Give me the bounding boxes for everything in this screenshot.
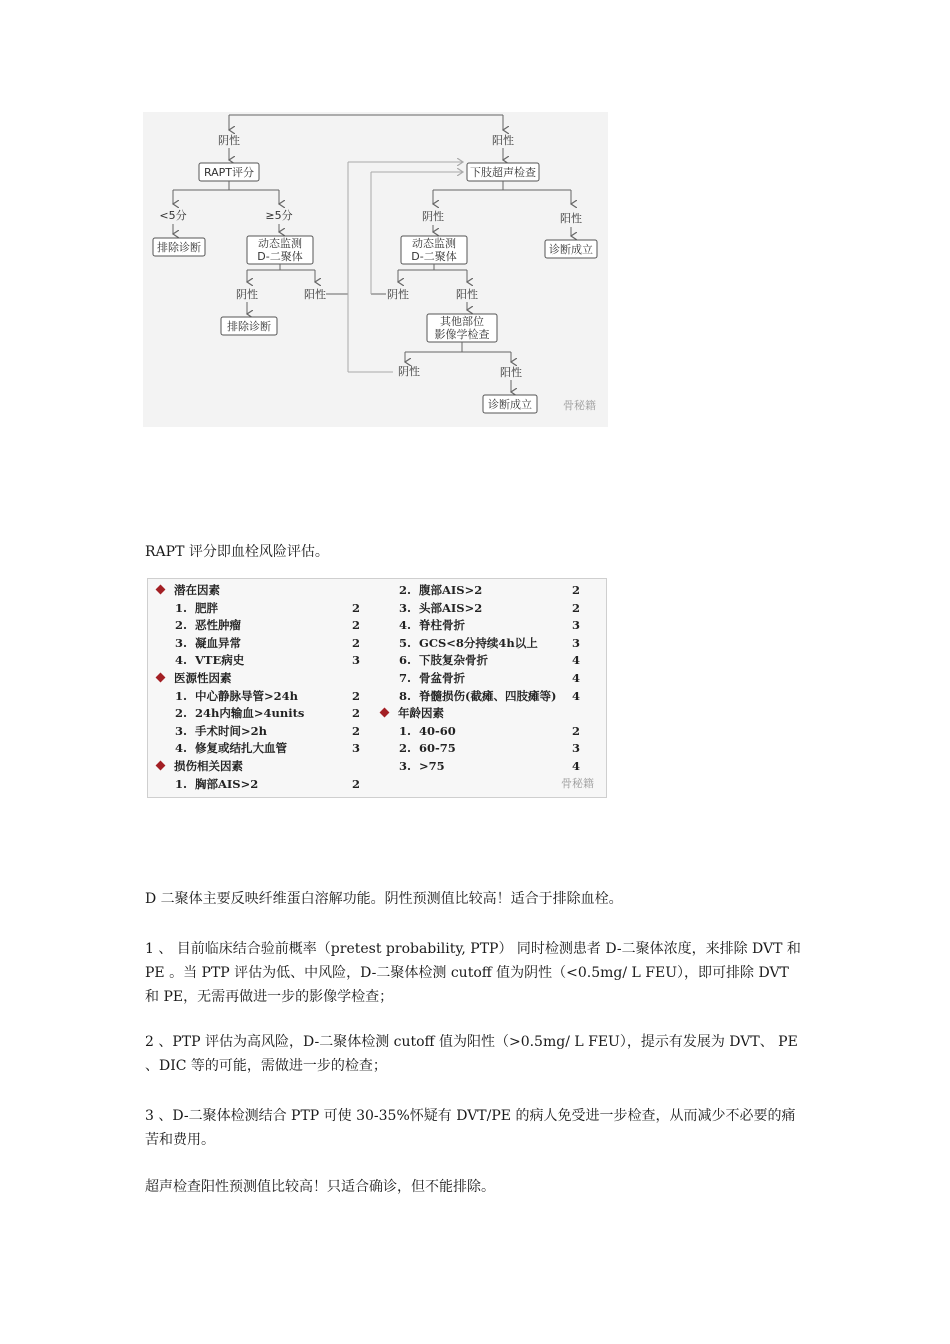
item-number: 8. (399, 688, 412, 703)
lt5-label: <5分 (159, 209, 187, 222)
item-score: 4 (572, 670, 581, 685)
us-pos-label: 阳性 (560, 212, 582, 225)
table-category-row (376, 705, 604, 723)
item-number: 3. (175, 635, 188, 650)
ultrasound-label: 下肢超声检查 (470, 166, 536, 179)
d-neg2-label: 阴性 (387, 288, 409, 301)
item-label: 60-75 (419, 741, 456, 756)
category-label: 年龄因素 (398, 706, 444, 721)
item-number: 6. (399, 653, 412, 668)
paragraph-ultrasound: 超声检查阳性预测值比较高！只适合确诊，但不能排除。 (145, 1179, 495, 1195)
item-label: 下肢复杂骨折 (419, 653, 488, 668)
table-row (152, 776, 367, 794)
table-row (376, 670, 604, 688)
item-number: 1. (399, 723, 412, 738)
item-score: 2 (572, 723, 581, 738)
item-label: 手术时间>2h (195, 723, 267, 738)
item-label: 头部AIS>2 (419, 600, 483, 615)
rapt-label: RAPT评分 (203, 166, 255, 179)
table-row (152, 652, 367, 670)
item-score: 3 (352, 741, 361, 756)
item-number: 1. (175, 688, 188, 703)
item-score: 2 (352, 776, 361, 791)
table-category-row (152, 670, 367, 688)
table-row (376, 617, 604, 635)
item-label: 修复或结扎大血管 (195, 741, 287, 756)
img-pos-label: 阳性 (500, 366, 522, 379)
item-label: GCS<8分持续4h以上 (419, 635, 538, 650)
item-score: 3 (572, 635, 581, 650)
item-number: 2. (175, 618, 188, 633)
table-row (152, 600, 367, 618)
table-row (376, 652, 604, 670)
table-row (376, 600, 604, 618)
category-label: 潜在因素 (174, 583, 220, 597)
d-neg1-label: 阴性 (236, 288, 258, 301)
pos-top-label: 阳性 (492, 134, 514, 147)
other-line1: 其他部位 (440, 315, 484, 328)
diag2-label: 诊断成立 (488, 398, 532, 411)
item-label: 胸部AIS>2 (195, 776, 259, 791)
item-score: 4 (572, 688, 581, 703)
item-score: 2 (352, 723, 361, 738)
flowchart-image (143, 112, 608, 427)
item-score: 4 (572, 758, 581, 773)
item-label: 腹部AIS>2 (419, 583, 483, 597)
d-pos1-label: 阳性 (304, 288, 326, 301)
table-category-row (152, 758, 367, 776)
item-label: 中心静脉导管>24h (195, 688, 298, 703)
table-category-row (152, 582, 367, 600)
item-number: 2. (399, 583, 412, 597)
item-score: 2 (352, 600, 361, 615)
item-score: 2 (352, 706, 361, 721)
item-score: 3 (352, 653, 361, 668)
exclude1-label: 排除诊断 (157, 241, 201, 254)
item-label: 24h内输血>4units (195, 706, 305, 721)
item-label: >75 (419, 758, 445, 773)
category-label: 医源性因素 (174, 670, 232, 685)
table-row (152, 688, 367, 706)
exclude2-label: 排除诊断 (227, 320, 271, 333)
item-score: 2 (572, 583, 581, 597)
flowchart-diagram (143, 112, 608, 427)
paragraph-point-3: 3 、D-二聚体检测结合 PTP 可使 30-35%怀疑有 DVT/PE 的病人免受进一步检查，从而减少不必要的痛苦和费用。 (145, 1108, 796, 1148)
dyn2-line2: D-二聚体 (411, 250, 457, 263)
item-number: 3. (175, 723, 188, 738)
item-label: 凝血异常 (195, 635, 241, 650)
item-label: 骨盆骨折 (419, 670, 465, 685)
rapt-score-table (147, 578, 607, 798)
item-label: 脊柱骨折 (419, 618, 465, 633)
item-number: 1. (175, 600, 188, 615)
item-number: 7. (399, 670, 412, 685)
item-number: 3. (399, 758, 412, 773)
table-left-column (152, 582, 367, 793)
table-row (376, 582, 604, 600)
item-label: VTE病史 (195, 653, 245, 668)
diag1-label: 诊断成立 (549, 243, 593, 256)
table-row (376, 723, 604, 741)
table-row (152, 617, 367, 635)
paragraph-point-2: 2 、PTP 评估为高风险，D-二聚体检测 cutoff 值为阳性（>0.5mg/ L FEU），提示有发展为 DVT、 PE 、DIC 等的可能，需做进一步的检查； (145, 1034, 798, 1074)
dyn1-line1: 动态监测 (258, 237, 302, 250)
item-number: 2. (399, 741, 412, 756)
us-neg-label: 阴性 (422, 210, 444, 223)
dyn2-line1: 动态监测 (412, 237, 456, 250)
table-row (152, 635, 367, 653)
item-score: 3 (572, 618, 581, 633)
item-score: 2 (352, 618, 361, 633)
item-number: 2. (175, 706, 188, 721)
diamond-bullet-icon (156, 585, 166, 595)
table-row (152, 723, 367, 741)
paragraph-d-dimer: D 二聚体主要反映纤维蛋白溶解功能。阴性预测值比较高！适合于排除血栓。 (145, 891, 623, 907)
item-number: 4. (399, 618, 412, 633)
item-score: 2 (352, 688, 361, 703)
item-label: 40-60 (419, 723, 456, 738)
table-row (376, 740, 604, 758)
item-number: 5. (399, 635, 412, 650)
table-row (152, 705, 367, 723)
item-score: 2 (572, 600, 581, 615)
item-label: 恶性肿瘤 (195, 618, 241, 633)
item-score: 2 (352, 635, 361, 650)
table-row (376, 758, 604, 776)
item-label: 肥胖 (195, 600, 218, 615)
intro-text: RAPT 评分即血栓风险评估。 (145, 544, 329, 560)
flowchart-watermark: 骨秘籍 (563, 399, 596, 412)
d-pos2-label: 阳性 (456, 288, 478, 301)
ge5-label: ≥5分 (265, 209, 293, 222)
table-row (376, 635, 604, 653)
img-neg-label: 阴性 (398, 365, 420, 378)
item-number: 4. (175, 741, 188, 756)
paragraph-point-1: 1 、 目前临床结合验前概率（pretest probability, PTP） 同时检测患者 D-二聚体浓度，来排除 DVT 和 PE 。当 PTP 评估为低、中风险，D-二聚体检测 cutoff 值为阴性（<0.5mg/ L FEU），即可排除 DVT 和 PE，无需再做进一步的影像学检查； (145, 941, 801, 1005)
item-number: 1. (175, 776, 188, 791)
dyn1-line2: D-二聚体 (257, 250, 303, 263)
other-line2: 影像学检查 (434, 328, 490, 341)
diamond-bullet-icon (380, 708, 390, 718)
neg-top-label: 阴性 (218, 134, 240, 147)
item-score: 4 (572, 653, 581, 668)
diamond-bullet-icon (156, 760, 166, 770)
table-row (152, 740, 367, 758)
diamond-bullet-icon (156, 673, 166, 683)
table-watermark: 骨秘籍 (561, 777, 594, 790)
item-number: 4. (175, 653, 188, 668)
item-number: 3. (399, 600, 412, 615)
item-score: 3 (572, 741, 581, 756)
table-row (376, 688, 604, 706)
category-label: 损伤相关因素 (174, 758, 243, 773)
item-label: 脊髓损伤(截瘫、四肢瘫等) (419, 688, 557, 703)
table-right-column (376, 582, 604, 776)
